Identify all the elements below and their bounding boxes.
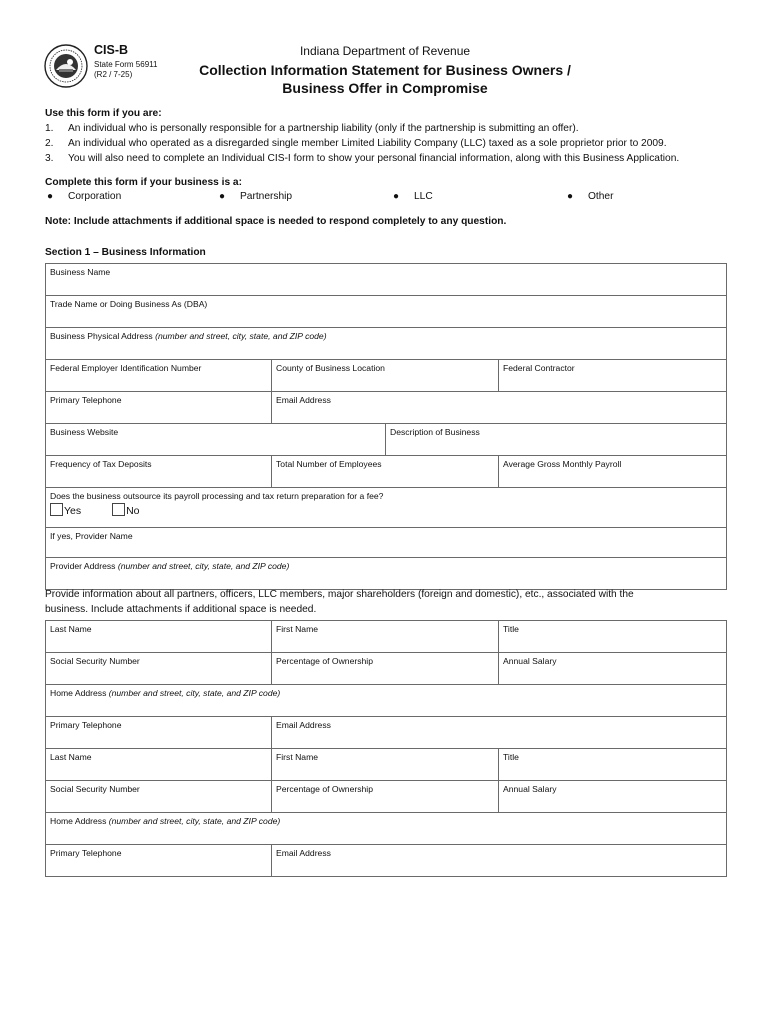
field-label: Social Security Number — [50, 784, 140, 794]
field-label: Business Website — [50, 427, 119, 437]
field-hint: (number and street, city, state, and ZIP code) — [108, 816, 281, 826]
physical-address-field[interactable] — [46, 328, 727, 360]
email-field[interactable] — [272, 845, 727, 877]
no-checkbox[interactable] — [112, 503, 125, 516]
field-label: Federal Contractor — [503, 363, 575, 373]
field-label: First Name — [276, 752, 319, 762]
field-label: Primary Telephone — [50, 848, 122, 858]
field-label: Primary Telephone — [50, 395, 122, 405]
business-type-item: LLC — [414, 191, 433, 202]
bullet-icon: ● — [47, 191, 54, 202]
primary-telephone-field[interactable] — [46, 392, 272, 424]
page-title — [0, 61, 770, 97]
title-field[interactable] — [499, 749, 727, 781]
salary-field[interactable] — [499, 653, 727, 685]
field-hint: (number and street, city, state, and ZIP code) — [117, 561, 290, 571]
field-label: Last Name — [50, 624, 92, 634]
field-label: Annual Salary — [503, 784, 557, 794]
primary-telephone-field[interactable] — [46, 845, 272, 877]
form-id: CIS-B — [94, 43, 129, 57]
trade-name-field[interactable] — [46, 296, 727, 328]
provider-name-field[interactable] — [46, 528, 727, 558]
title-line-2: Business Offer in Compromise — [282, 80, 488, 96]
outsource-options — [50, 503, 722, 517]
outsource-question: Does the business outsource its payroll processing and tax return preparation for a fee? — [50, 491, 384, 501]
field-label: Business Physical Address — [50, 331, 153, 341]
form-revision: (R2 / 7-25) — [94, 70, 133, 79]
payroll-field[interactable] — [499, 456, 727, 488]
home-address-field[interactable] — [46, 685, 727, 717]
outsource-field — [46, 488, 727, 528]
email-field[interactable] — [272, 392, 727, 424]
county-field[interactable] — [272, 360, 499, 392]
field-label: Frequency of Tax Deposits — [50, 459, 152, 469]
no-label: No — [126, 505, 140, 517]
federal-contractor-field[interactable] — [499, 360, 727, 392]
last-name-field[interactable] — [46, 621, 272, 653]
employees-field[interactable] — [272, 456, 499, 488]
business-type-item: Corporation — [68, 191, 122, 202]
ownership-field[interactable] — [272, 781, 499, 813]
field-label: Home Address — [50, 688, 107, 698]
field-label: If yes, Provider Name — [50, 531, 133, 541]
intro-item-num: 1. — [45, 123, 54, 134]
field-label: Percentage of Ownership — [276, 784, 373, 794]
business-type-heading: Complete this form if your business is a: — [45, 177, 242, 188]
section-1-heading: Section 1 – Business Information — [45, 247, 206, 258]
field-label: Email Address — [276, 720, 331, 730]
state-form-number: State Form 56911 — [94, 60, 158, 69]
ownership-field[interactable] — [272, 653, 499, 685]
frequency-field[interactable] — [46, 456, 272, 488]
first-name-field[interactable] — [272, 621, 499, 653]
field-label: Home Address — [50, 816, 107, 826]
field-label: Annual Salary — [503, 656, 557, 666]
field-label: Email Address — [276, 848, 331, 858]
field-label: Description of Business — [390, 427, 480, 437]
business-type-item: Other — [588, 191, 614, 202]
field-label: Social Security Number — [50, 656, 140, 666]
business-info-table — [45, 263, 727, 590]
intro-item: An individual who is personally responsible for a partnership liability (only if the partnership is submitting an offer). — [68, 123, 579, 134]
website-field[interactable] — [46, 424, 386, 456]
field-label: Title — [503, 752, 519, 762]
partners-intro-line-2: business. Include attachments if additional space is needed. — [45, 604, 317, 615]
field-label: Percentage of Ownership — [276, 656, 373, 666]
field-label: Title — [503, 624, 519, 634]
field-label: Email Address — [276, 395, 331, 405]
partners-table — [45, 620, 727, 877]
bullet-icon: ● — [393, 191, 400, 202]
field-label: Average Gross Monthly Payroll — [503, 459, 622, 469]
intro-item-num: 3. — [45, 153, 54, 164]
last-name-field[interactable] — [46, 749, 272, 781]
field-hint: (number and street, city, state, and ZIP code) — [155, 331, 327, 341]
field-label: Provider Address — [50, 561, 116, 571]
department-name: Indiana Department of Revenue — [299, 44, 471, 58]
fein-field[interactable] — [46, 360, 272, 392]
field-label: Total Number of Employees — [276, 459, 382, 469]
ssn-field[interactable] — [46, 653, 272, 685]
email-field[interactable] — [272, 717, 727, 749]
description-field[interactable] — [386, 424, 727, 456]
provider-address-field[interactable] — [46, 558, 727, 590]
primary-telephone-field[interactable] — [46, 717, 272, 749]
yes-checkbox[interactable] — [50, 503, 63, 516]
field-label: County of Business Location — [276, 363, 385, 373]
yes-label: Yes — [64, 505, 82, 517]
first-name-field[interactable] — [272, 749, 499, 781]
field-hint: (number and street, city, state, and ZIP code) — [108, 688, 281, 698]
bullet-icon: ● — [567, 191, 574, 202]
intro-item: An individual who operated as a disregarded single member Limited Liability Company (LLC) taxed as a sole proprietor prior to 2009. — [68, 138, 667, 149]
intro-heading: Use this form if you are: — [45, 108, 162, 119]
home-address-field[interactable] — [46, 813, 727, 845]
field-label: Federal Employer Identification Number — [50, 363, 202, 373]
intro-item: You will also need to complete an Individual CIS-I form to show your personal financial information, along with this Business Application. — [68, 153, 680, 164]
business-name-field[interactable] — [46, 264, 727, 296]
ssn-field[interactable] — [46, 781, 272, 813]
field-label: Business Name — [50, 267, 111, 277]
field-label: Trade Name or Doing Business As (DBA) — [50, 299, 208, 309]
title-line-1: Collection Information Statement for Business Owners / — [199, 62, 571, 78]
field-label: First Name — [276, 624, 319, 634]
salary-field[interactable] — [499, 781, 727, 813]
partners-intro-line-1: Provide information about all partners, officers, LLC members, major shareholders (foreign and domestic), etc., associated with the — [45, 589, 634, 600]
intro-item-num: 2. — [45, 138, 54, 149]
business-type-item: Partnership — [240, 191, 293, 202]
field-label: Primary Telephone — [50, 720, 122, 730]
attachments-note: Note: Include attachments if additional space is needed to respond completely to any question. — [45, 216, 507, 227]
bullet-icon: ● — [219, 191, 226, 202]
field-label: Last Name — [50, 752, 92, 762]
title-field[interactable] — [499, 621, 727, 653]
